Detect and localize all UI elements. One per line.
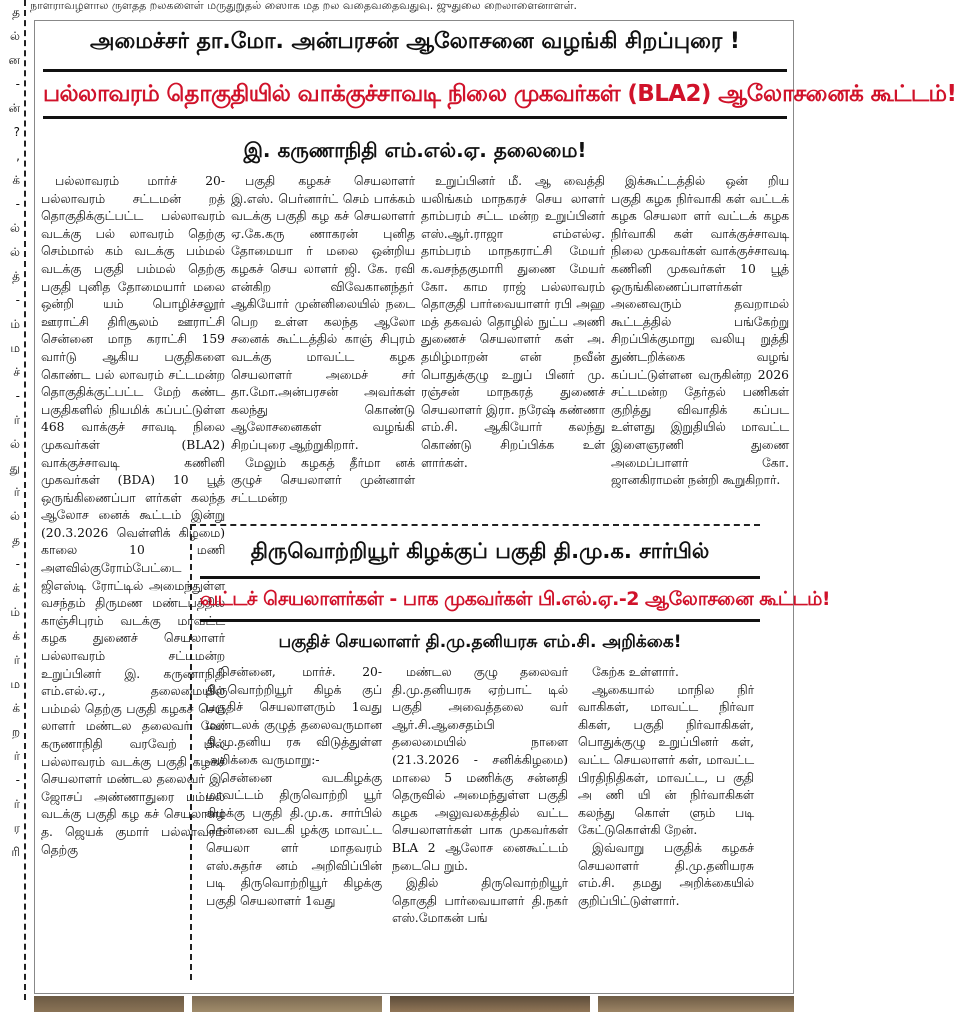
cutoff-glyph: ர் xyxy=(13,749,20,763)
cutoff-glyph: ம xyxy=(10,341,20,355)
cutoff-glyph: ம் xyxy=(10,605,20,619)
cutoff-glyph: த xyxy=(12,533,20,547)
photo xyxy=(192,996,382,1012)
cutoff-glyph: - xyxy=(15,77,20,91)
top-cutoff-text: நாளராவழளால ருளதத றலகளைள் மருதுறுதல் ஸைாக மத றல வதைவதைவதுவு. ஜுதுலை றைலாளைனாளள். xyxy=(30,0,578,12)
paragraph: உறுப்பினர் மீ. ஆ வைத்தி யலிங்கம் மாநகரச் செய லாளர் தாம்பரம் சட்ட மன்ற உறுப்பினர் எஸ்.ஆர்.ராஜா எம்எல்ஏ. தாம்பரம் மாநகராட்சி மேயர் க.வசந்தகுமாரி துணை மேயர் கோ. காம ராஜ் பல்லாவரம் தொகுதி பார்வையாளர் ரபி அஹ மத் தகவல் தொழில் நுட்ப அணி துணைச் செயலாளர் கள் அ. தமிழ்மாறன் என் நவீன் பொதுக்குழு உறுப் பினர் மு. ரஞ்சன் மாநகரத் துணைச் செயலாளர் இரா. நரேஷ் கண்ணா எம்.சி. ஆகியோர் கலந்து கொண்டு சிறப்பிக்க உள் ளார்கள். xyxy=(421,174,605,470)
cutoff-glyph: ரி xyxy=(11,845,20,859)
cutoff-glyph: க் xyxy=(12,701,20,715)
cutoff-glyph: ர xyxy=(13,821,20,835)
cutoff-glyph: ர் xyxy=(13,485,20,499)
cutoff-glyph: த் xyxy=(12,269,20,283)
cutoff-glyph: க் xyxy=(12,629,20,643)
cutoff-glyph: ? xyxy=(13,125,20,139)
cutoff-glyph: து xyxy=(9,461,20,475)
cutoff-glyph: ம் xyxy=(10,317,20,331)
photo xyxy=(390,996,590,1012)
article-column-2 xyxy=(392,664,568,974)
cutoff-glyph: , xyxy=(16,149,20,163)
paragraph: மண்டல குழு தலைவர் தி.மு.தனியரசு ஏற்பாட் டில் பகுதி அவைத்தலை வர் ஆர்.சி.ஆசைதம்பி தலைமையில் நாளை (21.3.2026 - சனிக்கிழமை) மாலை 5 மணிக்கு சன்னதி தெருவில் அமைந்துள்ள பகுதி கழக அலுவலகத்தில் வட்ட செயலாளர்கள் பாக முகவர்கள் BLA 2 ஆலோச னைகூட்டம் நடைபெ றும். xyxy=(392,665,568,873)
cutoff-glyph: ன் xyxy=(8,101,20,115)
article-headline: பல்லாவரம் தொகுதியில் வாக்குச்சாவடி நிலை முகவர்கள் (BLA2) ஆலோசனைக் கூட்டம்! xyxy=(43,69,787,119)
article-kicker: அமைச்சர் தா.மோ. அன்பரசன் ஆலோசனை வழங்கி சிறப்புரை ! xyxy=(90,29,740,54)
cutoff-glyph: ர் xyxy=(13,653,20,667)
cutoff-glyph: ல் xyxy=(10,245,20,259)
column-separator xyxy=(24,0,26,1000)
article-tiruvottiyur-meeting xyxy=(190,524,831,980)
paragraph: இக்கூட்டத்தில் ஒன் றிய பகுதி கழக நிர்வாகி கள் வட்டக் கழக செயலா ளர் வட்டக் கழக நிர்வாகி கள் வாக்குச்சாவடி நிலை முகவர்கள் வாக்குச்சாவடி கணினி முகவர்கள் 10 பூத் ஒருங்கிணைப்பாளர்கள் அனைவரும் தவறாமல் கூட்டத்தில் பங்கேற்று சிறப்பிக்குமாறு வலியு றுத்தி துண்டறிக்கை வழங் கப்பட்டுள்ளன வருகின்ற 2026 சட்டமன்ற தேர்தல் பணிகள் குறித்து விவாதிக் கப்பட உள்ளது இறுதியில் மாவட்ட இளைஞரணி துணை அமைப்பாளர் கோ. ஜானகிராமன் நன்றி கூறுகிறார். xyxy=(611,174,789,488)
paragraph: மேலும் கழகத் தீர்மா னக் குழுச் செயலாளர் முன்னாள் சட்டமன்ற xyxy=(231,455,415,505)
paragraph: பல்லாவரம் மார்ச் 20- பல்லாவரம் சட்டமன் றத் தொகுதிக்குட்பட்ட பல்லாவரம் வடக்கு பல் லாவரம் தெற்கு செம்மால் கம் வடக்கு பம்மல் வடக்கு பகுதி பம்மல் தெற்கு பகுதி புனித தோமையார் மலை ஒன்றி யம் பொழிச்சலூர் ஊராட்சி திரிசூலம் ஊராட்சி சென்னை மாந கராட்சி 159 வார்டு ஆகிய பகுதிகளை கொண்ட பல் லாவரம் சட்டமன்ற தொகுதிக்குட்பட்ட மேற் கண்ட பகுதிகளில் நியமிக் கப்பட்டுள்ள 468 வாக்குச் சாவடி நிலை முகவர்கள் (BLA2) வாக்குச்சாவடி கணினி முகவர்கள் (BDA) 10 பூத் ஒருங்கிணைப்பா ளர்கள் கலந்த ஆலோச னைக் கூட்டம் இன்று (20.3.2026 வெள்ளிக் கிழமை) காலை 10 மணி அளவில்குரோம்பேட்டை ஜிஎஸ்டி ரோட்டில் அமைந்துள்ள வசந்தம் திருமண மண்டபத்தில் காஞ்சிபுரம் வடக்கு மாவட்ட கழக துணைச் செயலாளர் பல்லாவரம் சட்டமன்ற உறுப்பினர் இ. கருணாநிதி எம்.எல்.ஏ., தலைமையில் பம்மல் தெற்கு பகுதி கழகச் செய லாளர் மண்டல தலைவர் வே. கருணாநிதி வரவேற் பில் பல்லாவரம் வடக்கு பகுதி கழகச் செயலாளர் மண்டல தலைவர் இ. ஜோசப் அண்ணாதுரை பம்மல் வடக்கு பகுதி கழ கச் செயலாளர் த. ஜெயக் குமார் பல்லாவரம் தெற்கு xyxy=(41,174,225,857)
cutoff-glyph: ற xyxy=(11,725,20,739)
cutoff-glyph: ர் xyxy=(13,413,20,427)
article-column-1 xyxy=(206,664,382,974)
cutoff-glyph: - xyxy=(15,557,20,571)
cutoff-glyph: ச் xyxy=(13,365,20,379)
cutoff-glyph: - xyxy=(15,389,20,403)
article-kicker: திருவொற்றியூர் கிழக்குப் பகுதி தி.மு.க. சார்பில் xyxy=(250,539,710,563)
article-subheadline: இ. கருணாநிதி எம்.எல்.ஏ. தலைமை! xyxy=(243,138,587,162)
left-cutoff-column xyxy=(0,0,22,1000)
cutoff-glyph: - xyxy=(15,773,20,787)
paragraph: இதில் திருவொற்றியூர் தொகுதி பார்வையாளர் தி.நகர் எஸ்.மோகன் பங் xyxy=(392,876,568,926)
paragraph: சென்னை, மார்ச். 20- திருவொற்றியூர் கிழக் குப் பகுதிச் செயலாளரும் 1வது மண்டலக் குழுத் தலைவருமான தி.மு.தனிய ரசு விடுத்துள்ள அறிக்கை வருமாறு:- xyxy=(206,665,382,767)
cutoff-glyph: ல் xyxy=(10,29,20,43)
cutoff-glyph: ல் xyxy=(10,509,20,523)
paragraph: சென்னை வடகிழக்கு மாவட்டம் திருவொற்றி யூர் கிழக்கு பகுதி தி.மு.க. சார்பில் சென்னை வடகி ழக்கு மாவட்ட செயலா ளர் மாதவரம் எஸ்.சுதர்ச னம் அறிவிப்பின் படி திருவொற்றியூர் கிழக்கு பகுதி செயலாளர் 1வது xyxy=(206,770,382,908)
cutoff-glyph: க் xyxy=(12,581,20,595)
article-column-3 xyxy=(421,173,605,565)
article-subheadline: பகுதிச் செயலாளர் தி.மு.தனியரசு எம்.சி. அறிக்கை! xyxy=(278,632,682,652)
cutoff-glyph: க் xyxy=(12,173,20,187)
photo xyxy=(34,996,184,1012)
paragraph: கேற்க உள்ளார். xyxy=(592,665,679,679)
cutoff-glyph: ர் xyxy=(13,797,20,811)
bottom-photo-strip xyxy=(34,996,794,1012)
article-column-3 xyxy=(578,664,754,974)
cutoff-glyph: - xyxy=(15,293,20,307)
cutoff-glyph: ல் xyxy=(10,221,20,235)
paragraph: ஆகையால் மாநில நிர் வாகிகள், மாவட்ட நிர்வா கிகள், பகுதி நிர்வாகிகள், பொதுக்குழு உறுப்பினர் கள், வட்ட செயலாளர் கள், மாவட்ட பிரதிநிதிகள், மாவட்ட, ப குதி அ ணி யி ன் நிர்வாகிகள் கலந்து கொள் ளும் படி கேட்டுகொள்கி றேன். xyxy=(578,682,754,838)
paragraph: பகுதி கழகச் செயலாளர் இ.எஸ். பெர்னார்ட் செம் பாக்கம் வடக்கு பகுதி கழ கச் செயலாளர் ஏ.கே.கரு ணாகரன் புனித தோமையா ர் மலை ஒன்றிய கழகச் செய லாளர் ஜி. கே. ரவி என்கிற விவேகானந்தா் ஆகியோர் முன்னிலையில் நடை பெற உள்ள கலந்த ஆலோ சனைக் கூட்டத்தில் காஞ் சிபுரம் வடக்கு மாவட்ட கழக செயலாளர் அமைச் சர் தா.மோ.அன்பரசன் அவர்கள் கலந்து கொண்டு ஆலோசனைகள் வழங்கி சிறப்புரை ஆற்றுகிறார். xyxy=(231,174,415,452)
article-column-4 xyxy=(611,173,789,565)
cutoff-glyph: ம xyxy=(10,677,20,691)
cutoff-glyph: ல் xyxy=(10,437,20,451)
cutoff-glyph: த xyxy=(12,5,20,19)
article-column-2 xyxy=(231,173,415,565)
cutoff-glyph: - xyxy=(15,197,20,211)
article-headline: வட்டச் செயலாளர்கள் - பாக முகவர்கள் பி.எல்.ஏ.-2 ஆலோசனை கூட்டம்! xyxy=(200,576,760,622)
paragraph: இவ்வாறு பகுதிக் கழகச் செயலாளர் தி.மு.தனியரசு எம்.சி. தமது அறிக்கையில் குறிப்பிட்டுள்ளார். xyxy=(578,840,754,908)
photo xyxy=(598,996,794,1012)
cutoff-glyph: ன xyxy=(8,53,20,67)
